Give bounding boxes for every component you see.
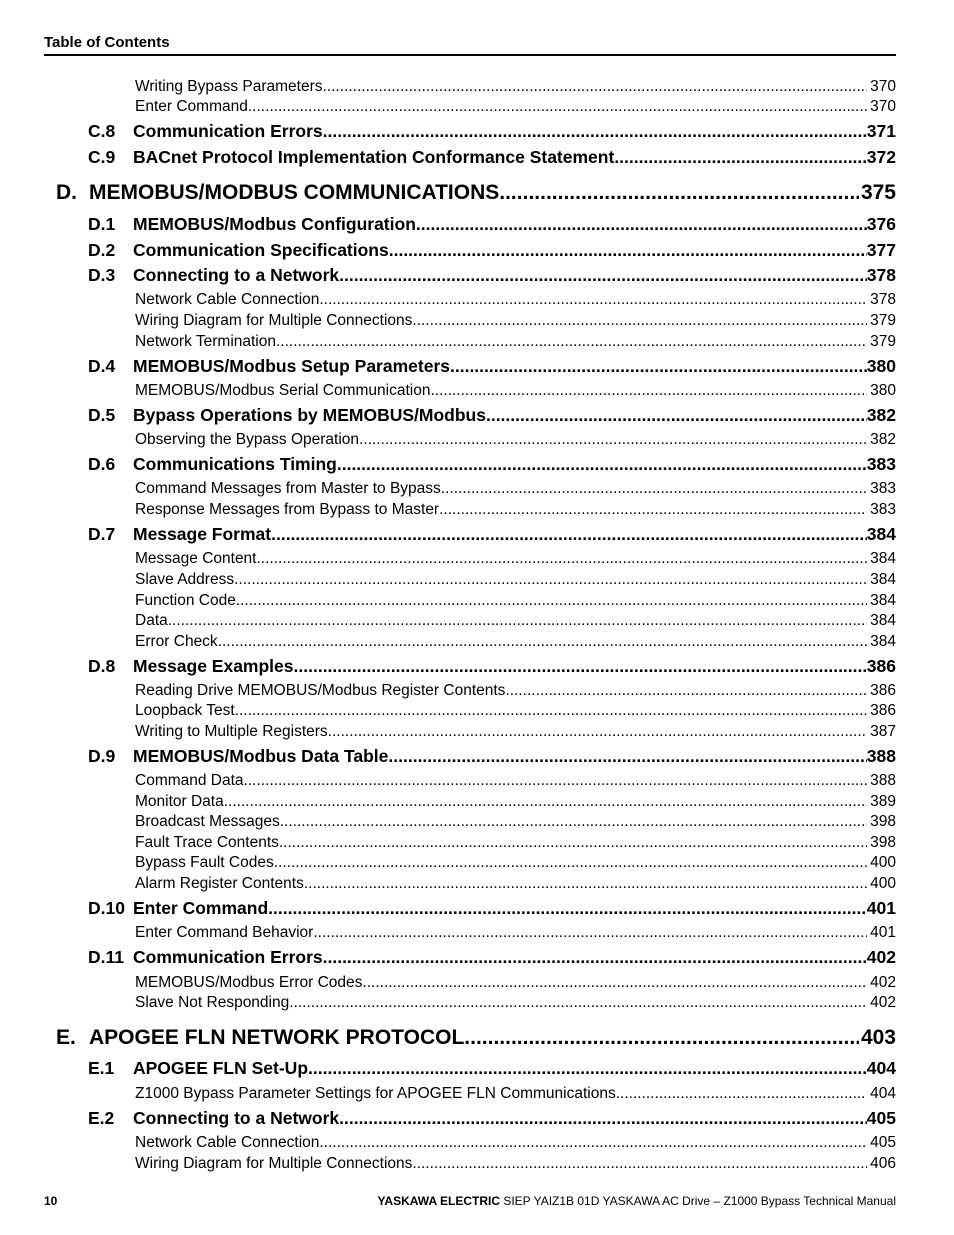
toc-leader-dots <box>218 632 867 652</box>
toc-section[interactable] <box>88 119 896 143</box>
toc-entry-text: MEMOBUS/Modbus Data Table <box>133 746 389 766</box>
toc-leader-dots <box>224 792 867 812</box>
toc-entry-title <box>88 119 323 143</box>
toc-leader-dots <box>248 97 867 117</box>
toc-leader-dots <box>499 179 859 207</box>
toc-section[interactable] <box>88 1056 896 1080</box>
toc-entry-text: Wiring Diagram for Multiple Connections <box>135 1155 413 1172</box>
toc-entry-number: D.7 <box>88 524 116 544</box>
toc-entry-title <box>135 771 244 791</box>
toc-section[interactable] <box>88 145 896 169</box>
toc-leader-dots <box>614 145 866 169</box>
toc-entry-number: E.1 <box>88 1058 115 1078</box>
toc-subsection[interactable] <box>135 479 896 499</box>
toc-entry-title <box>135 993 289 1013</box>
toc-page-number: 384 <box>870 592 896 609</box>
toc-subsection[interactable] <box>135 97 896 117</box>
toc-entry-number: D.2 <box>88 240 116 260</box>
toc-entry-text: Response Messages from Bypass to Master <box>135 501 440 518</box>
toc-leader-dots <box>439 500 867 520</box>
toc-leader-dots <box>244 771 868 791</box>
toc-entry-title <box>135 549 257 569</box>
toc-entry-title <box>135 591 236 611</box>
toc-entry-number: D.4 <box>88 356 116 376</box>
toc-page-number: 384 <box>870 612 896 629</box>
toc-entry-title <box>88 212 416 236</box>
toc-entry-text: Enter Command <box>135 98 248 115</box>
toc-entry-title <box>135 430 359 450</box>
toc-page-number: 383 <box>870 480 896 497</box>
toc-chapter[interactable] <box>56 179 896 207</box>
footer-manual: SIEP YAIZ1B 01D YASKAWA AC Drive – Z1000 Bypass Technical Manual <box>503 1194 896 1208</box>
toc-entry-text: Writing Bypass Parameters <box>135 78 323 95</box>
toc-entry-text: Loopback Test <box>135 702 235 719</box>
toc-entry-text: Fault Trace Contents <box>135 834 279 851</box>
toc-entry-text: APOGEE FLN Set-Up <box>133 1058 309 1078</box>
toc-subsection[interactable] <box>135 993 896 1013</box>
toc-entry-text: Command Messages from Master to Bypass <box>135 480 441 497</box>
toc-entry-title <box>135 570 234 590</box>
toc-leader-dots <box>271 522 867 546</box>
toc-subsection[interactable] <box>135 381 896 401</box>
toc-leader-dots <box>323 77 868 97</box>
toc-section[interactable] <box>88 896 896 920</box>
toc-leader-dots <box>328 722 867 742</box>
toc-entry-title <box>135 611 168 631</box>
toc-subsection[interactable] <box>135 1154 896 1174</box>
toc-entry-text: Network Cable Connection <box>135 1134 320 1151</box>
toc-leader-dots <box>308 1056 867 1080</box>
toc-entry-text: Error Check <box>135 633 218 650</box>
toc-entry-text: Observing the Bypass Operation <box>135 431 360 448</box>
toc-leader-dots <box>416 212 867 236</box>
toc-entry-text: MEMOBUS/Modbus Serial Communication <box>135 382 431 399</box>
toc-leader-dots <box>505 681 867 701</box>
toc-subsection[interactable] <box>135 973 896 993</box>
toc-entry-title <box>135 311 412 331</box>
toc-leader-dots <box>279 833 867 853</box>
toc-leader-dots <box>339 263 867 287</box>
toc-entry-text: Message Content <box>135 550 257 567</box>
toc-subsection[interactable] <box>135 549 896 569</box>
toc-page-number: 405 <box>870 1134 896 1151</box>
toc-page-number: 401 <box>870 924 896 941</box>
toc-entry-title <box>135 1133 319 1153</box>
toc-leader-dots <box>274 853 867 873</box>
toc-page-number: 404 <box>870 1085 896 1102</box>
toc-page-number: 400 <box>870 854 896 871</box>
toc-page-number: 375 <box>860 181 896 204</box>
toc-page-number: 380 <box>870 382 896 399</box>
toc-page-number: 384 <box>870 571 896 588</box>
toc-entry-number: D.9 <box>88 746 116 766</box>
toc-subsection[interactable] <box>135 853 896 873</box>
toc-subsection[interactable] <box>135 611 896 631</box>
toc-entry-title <box>135 97 248 117</box>
toc-entry-number: E.2 <box>88 1108 115 1128</box>
toc-entry-text: Message Format <box>133 524 272 544</box>
toc-entry-title <box>56 1024 464 1052</box>
toc-leader-dots <box>289 993 867 1013</box>
toc-section[interactable] <box>88 654 896 678</box>
toc-page-number: 386 <box>870 702 896 719</box>
toc-chapter[interactable] <box>56 1024 896 1052</box>
page-header-title: Table of Contents <box>44 34 170 51</box>
toc-entry-text: Bypass Operations by MEMOBUS/Modbus <box>133 405 486 425</box>
toc-page-number: 402 <box>866 947 896 967</box>
toc-page-number: 372 <box>866 147 896 167</box>
toc-entry-title <box>135 973 362 993</box>
toc-entry-title <box>135 874 304 894</box>
toc-page-number: 389 <box>870 793 896 810</box>
toc-entry-number: D.1 <box>88 214 116 234</box>
toc-entry-text: Broadcast Messages <box>135 813 280 830</box>
toc-entry-text: MEMOBUS/Modbus Error Codes <box>135 974 363 991</box>
toc-subsection[interactable] <box>135 591 896 611</box>
toc-leader-dots <box>304 874 867 894</box>
toc-entry-title <box>88 744 388 768</box>
toc-leader-dots <box>362 973 867 993</box>
toc-subsection[interactable] <box>135 570 896 590</box>
toc-entry-title <box>135 1084 616 1104</box>
toc-entry-text: Command Data <box>135 772 244 789</box>
toc-subsection[interactable] <box>135 771 896 791</box>
toc-subsection[interactable] <box>135 290 896 310</box>
toc-entry-text: Connecting to a Network <box>133 1108 340 1128</box>
toc-entry-title <box>88 263 339 287</box>
toc-subsection[interactable] <box>135 430 896 450</box>
toc-entry-text: Writing to Multiple Registers <box>135 723 328 740</box>
toc-entry-title <box>135 500 439 520</box>
toc-entry-text: Data <box>135 612 168 629</box>
toc-entry-number: D.6 <box>88 454 116 474</box>
toc-entry-number: D.3 <box>88 265 116 285</box>
toc-leader-dots <box>616 1084 867 1104</box>
toc-leader-dots <box>430 381 867 401</box>
toc-entry-number: C.8 <box>88 121 116 141</box>
toc-entry-title <box>88 145 614 169</box>
footer-brand: YASKAWA ELECTRIC <box>377 1194 500 1208</box>
toc-page-number: 400 <box>870 875 896 892</box>
toc-entry-text: Wiring Diagram for Multiple Connections <box>135 312 413 329</box>
toc-entry-title <box>135 833 279 853</box>
toc-page-number: 380 <box>866 356 896 376</box>
toc-entry-text: MEMOBUS/Modbus Setup Parameters <box>133 356 450 376</box>
toc-subsection[interactable] <box>135 1084 896 1104</box>
toc-page-number: 371 <box>866 121 896 141</box>
toc-entry-title <box>135 722 328 742</box>
toc-page-number: 406 <box>870 1155 896 1172</box>
toc-section[interactable] <box>88 1106 896 1130</box>
toc-section[interactable] <box>88 212 896 236</box>
toc-entry-text: Communications Timing <box>133 454 337 474</box>
toc-leader-dots <box>389 238 867 262</box>
toc-entry-text: Connecting to a Network <box>133 265 340 285</box>
toc-entry-text: APOGEE FLN NETWORK PROTOCOL <box>89 1026 465 1049</box>
toc-page-number: 401 <box>866 898 896 918</box>
toc-section[interactable] <box>88 522 896 546</box>
toc-page-number: 386 <box>870 682 896 699</box>
toc-section[interactable] <box>88 452 896 476</box>
toc-entry-title <box>88 354 450 378</box>
toc-entry-title <box>88 522 271 546</box>
toc-entry-title <box>88 238 389 262</box>
toc-leader-dots <box>268 896 867 920</box>
toc-leader-dots <box>280 812 867 832</box>
toc-entry-title <box>135 923 313 943</box>
toc-section[interactable] <box>88 945 896 969</box>
toc-subsection[interactable] <box>135 722 896 742</box>
toc-page-number: 382 <box>866 405 896 425</box>
toc-entry-title <box>135 77 323 97</box>
toc-entry-text: MEMOBUS/MODBUS COMMUNICATIONS <box>89 181 500 204</box>
toc-entry-title <box>135 701 235 721</box>
toc-entry-title <box>135 479 441 499</box>
toc-entry-text: MEMOBUS/Modbus Configuration <box>133 214 416 234</box>
toc-entry-number: C.9 <box>88 147 116 167</box>
toc-page-number: 388 <box>866 746 896 766</box>
toc-entry-number: E. <box>56 1026 76 1049</box>
toc-entry-number: D.10 <box>88 898 125 918</box>
toc-entry-text: Monitor Data <box>135 793 224 810</box>
toc-page-number: 378 <box>866 265 896 285</box>
toc-entry-number: D.5 <box>88 405 116 425</box>
toc-page-number: 377 <box>866 240 896 260</box>
toc-subsection[interactable] <box>135 923 896 943</box>
toc-section[interactable] <box>88 354 896 378</box>
toc-page-number: 387 <box>870 723 896 740</box>
toc-entry-text: Alarm Register Contents <box>135 875 304 892</box>
toc-page-number: 402 <box>870 994 896 1011</box>
toc-entry-title <box>88 654 294 678</box>
toc-page-number: 379 <box>870 333 896 350</box>
toc-leader-dots <box>464 1024 859 1052</box>
toc-leader-dots <box>450 354 867 378</box>
toc-entry-title <box>135 812 280 832</box>
toc-leader-dots <box>236 591 867 611</box>
toc-entry-text: Network Termination <box>135 333 276 350</box>
toc-entry-text: Enter Command <box>133 898 269 918</box>
toc-section[interactable] <box>88 238 896 262</box>
toc-page-number: 384 <box>870 633 896 650</box>
toc-entry-text: Message Examples <box>133 656 294 676</box>
toc-entry-number: D.8 <box>88 656 116 676</box>
toc-leader-dots <box>486 403 867 427</box>
toc-entry-title <box>135 290 319 310</box>
toc-page-number: 405 <box>866 1108 896 1128</box>
toc-subsection[interactable] <box>135 500 896 520</box>
toc-subsection[interactable] <box>135 1133 896 1153</box>
toc-leader-dots <box>235 701 867 721</box>
toc-page-number: 383 <box>866 454 896 474</box>
toc-entry-text: Communication Errors <box>133 121 323 141</box>
toc-entry-text: Z1000 Bypass Parameter Settings for APOGEE FLN Communications <box>135 1085 616 1102</box>
toc-entry-title <box>88 896 268 920</box>
toc-page-number: 384 <box>870 550 896 567</box>
toc-entry-title <box>135 632 218 652</box>
toc-subsection[interactable] <box>135 311 896 331</box>
toc-page-number: 382 <box>870 431 896 448</box>
toc-leader-dots <box>319 1133 867 1153</box>
toc-subsection[interactable] <box>135 833 896 853</box>
toc-entry-title <box>56 179 499 207</box>
footer-manual-title <box>378 1194 896 1208</box>
toc-page-number: 404 <box>866 1058 896 1078</box>
toc-leader-dots <box>339 1106 867 1130</box>
toc-page-number: 370 <box>870 98 896 115</box>
toc-page-number: 398 <box>870 813 896 830</box>
toc-subsection[interactable] <box>135 701 896 721</box>
toc-page-number: 403 <box>860 1026 896 1049</box>
toc-leader-dots <box>319 290 867 310</box>
toc-leader-dots <box>168 611 867 631</box>
toc-subsection[interactable] <box>135 77 896 97</box>
toc-page-number: 378 <box>870 291 896 308</box>
toc-leader-dots <box>323 119 867 143</box>
toc-entry-title <box>88 1106 339 1130</box>
toc-entry-text: Slave Not Responding <box>135 994 290 1011</box>
toc-section[interactable] <box>88 744 896 768</box>
toc-leader-dots <box>359 430 867 450</box>
toc-entry-text: Communication Errors <box>133 947 323 967</box>
toc-entry-title <box>88 1056 308 1080</box>
toc-subsection[interactable] <box>135 792 896 812</box>
toc-entry-text: Network Cable Connection <box>135 291 320 308</box>
toc-entry-title <box>135 381 430 401</box>
toc-entry-text: Slave Address <box>135 571 235 588</box>
toc-leader-dots <box>313 923 867 943</box>
toc-page-number: 398 <box>870 834 896 851</box>
toc-subsection[interactable] <box>135 332 896 352</box>
toc-page-number: 402 <box>870 974 896 991</box>
toc-page-number: 376 <box>866 214 896 234</box>
toc-entry-title <box>88 945 323 969</box>
toc-leader-dots <box>388 744 866 768</box>
toc-leader-dots <box>276 332 867 352</box>
toc-entry-title <box>88 403 486 427</box>
toc-entry-title <box>135 1154 412 1174</box>
toc-subsection[interactable] <box>135 632 896 652</box>
toc-leader-dots <box>412 311 867 331</box>
toc-entry-title <box>88 452 337 476</box>
toc-page-number: 384 <box>866 524 896 544</box>
toc-section[interactable] <box>88 403 896 427</box>
toc-entry-title <box>135 792 224 812</box>
toc-leader-dots <box>412 1154 867 1174</box>
toc-page-number: 383 <box>870 501 896 518</box>
toc-leader-dots <box>441 479 867 499</box>
toc-entry-text: Communication Specifications <box>133 240 389 260</box>
toc-page-number: 370 <box>870 78 896 95</box>
toc-leader-dots <box>337 452 867 476</box>
toc-leader-dots <box>257 549 868 569</box>
page-number: 10 <box>44 1194 58 1208</box>
toc-entry-title <box>135 332 276 352</box>
toc-entry-text: BACnet Protocol Implementation Conformance Statement <box>133 147 615 167</box>
toc-entry-text: Reading Drive MEMOBUS/Modbus Register Contents <box>135 682 506 699</box>
toc-page-number: 386 <box>866 656 896 676</box>
toc-entry-number: D. <box>56 181 77 204</box>
toc-leader-dots <box>234 570 867 590</box>
toc-entry-title <box>135 681 505 701</box>
toc-page-number: 388 <box>870 772 896 789</box>
toc-entry-text: Bypass Fault Codes <box>135 854 274 871</box>
toc-leader-dots <box>323 945 867 969</box>
toc-page-number: 379 <box>870 312 896 329</box>
toc-entry-text: Enter Command Behavior <box>135 924 314 941</box>
toc-entry-text: Function Code <box>135 592 236 609</box>
toc-section[interactable] <box>88 263 896 287</box>
toc-subsection[interactable] <box>135 812 896 832</box>
toc-subsection[interactable] <box>135 874 896 894</box>
toc-entry-title <box>135 853 274 873</box>
toc-leader-dots <box>294 654 867 678</box>
toc-subsection[interactable] <box>135 681 896 701</box>
toc-entry-number: D.11 <box>88 947 124 967</box>
